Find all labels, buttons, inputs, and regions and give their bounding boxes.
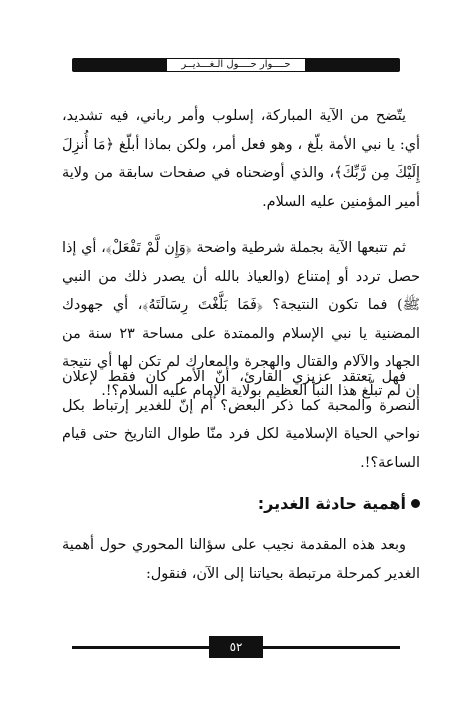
running-header: [72, 58, 400, 72]
paragraph-3-text: فهل تعتقد عزيزي القارئ، أنّ الأمر كان فقط لإعلان النصرة والمحبة كما ذكر البعض؟ أم إنّ للغدير إرتباط بكل نواحي الحياة الإسلامية لكل فرد منّا طوال التاريخ حتى قيام الساعة؟!.: [62, 369, 420, 471]
paragraph-1: [62, 102, 420, 216]
paragraph-4: [62, 531, 420, 588]
paragraph-4-text: وبعد هذه المقدمة نجيب على سؤالنا المحوري حول أهمية الغدير كمرحلة مرتبطة بحياتنا إلى الآن، فنقول:: [62, 537, 420, 582]
page-number: [209, 636, 263, 658]
page-number-text: ٥٢: [229, 640, 243, 654]
section-heading-text: أهمية حادثة الغدير:: [257, 494, 406, 513]
paragraph-2-text: ثم تتبعها الآية بجملة شرطية واضحة ﴿وَإِن لَّمْ تَفْعَلْ﴾، أي إذا حصل تردد أو إمتناع (والعياذ بالله أن يصدر ذلك من النبي ﷺ) فما تكون النتيجة؟ ﴿فَمَا بَلَّغْتَ رِسَالَتَهُ﴾، أي جهودك المضنية يا نبي الإسلام والممتدة على مساحة ٢٣ سنة من الجهاد والآلام والقتال والهجرة والمعارك لم تكن لها أي نتيجة إن لم تبلّغ هذا النبأ العظيم بولاية الإمام عليه السلام؟!.: [62, 240, 420, 399]
paragraph-1-text: يتّضح من الآية المباركة، إسلوب وأمر رباني، فيه تشديد، أي: يا نبي الأمة بلّغ ، وهو فعل أمر، ولكن بماذا أبلّغ ﴿مَا أُنزِلَ إِلَيْكَ مِن رَّبِّكَ﴾، والذي أوضحناه في صفحات سابقة من ولاية أمير المؤمنين عليه السلام.: [62, 108, 420, 210]
running-header-title: حــــوار حــــول الـغـــديــر: [167, 59, 304, 71]
paragraph-3: [62, 363, 420, 477]
section-heading: [258, 494, 420, 513]
bullet-icon: [411, 499, 420, 508]
